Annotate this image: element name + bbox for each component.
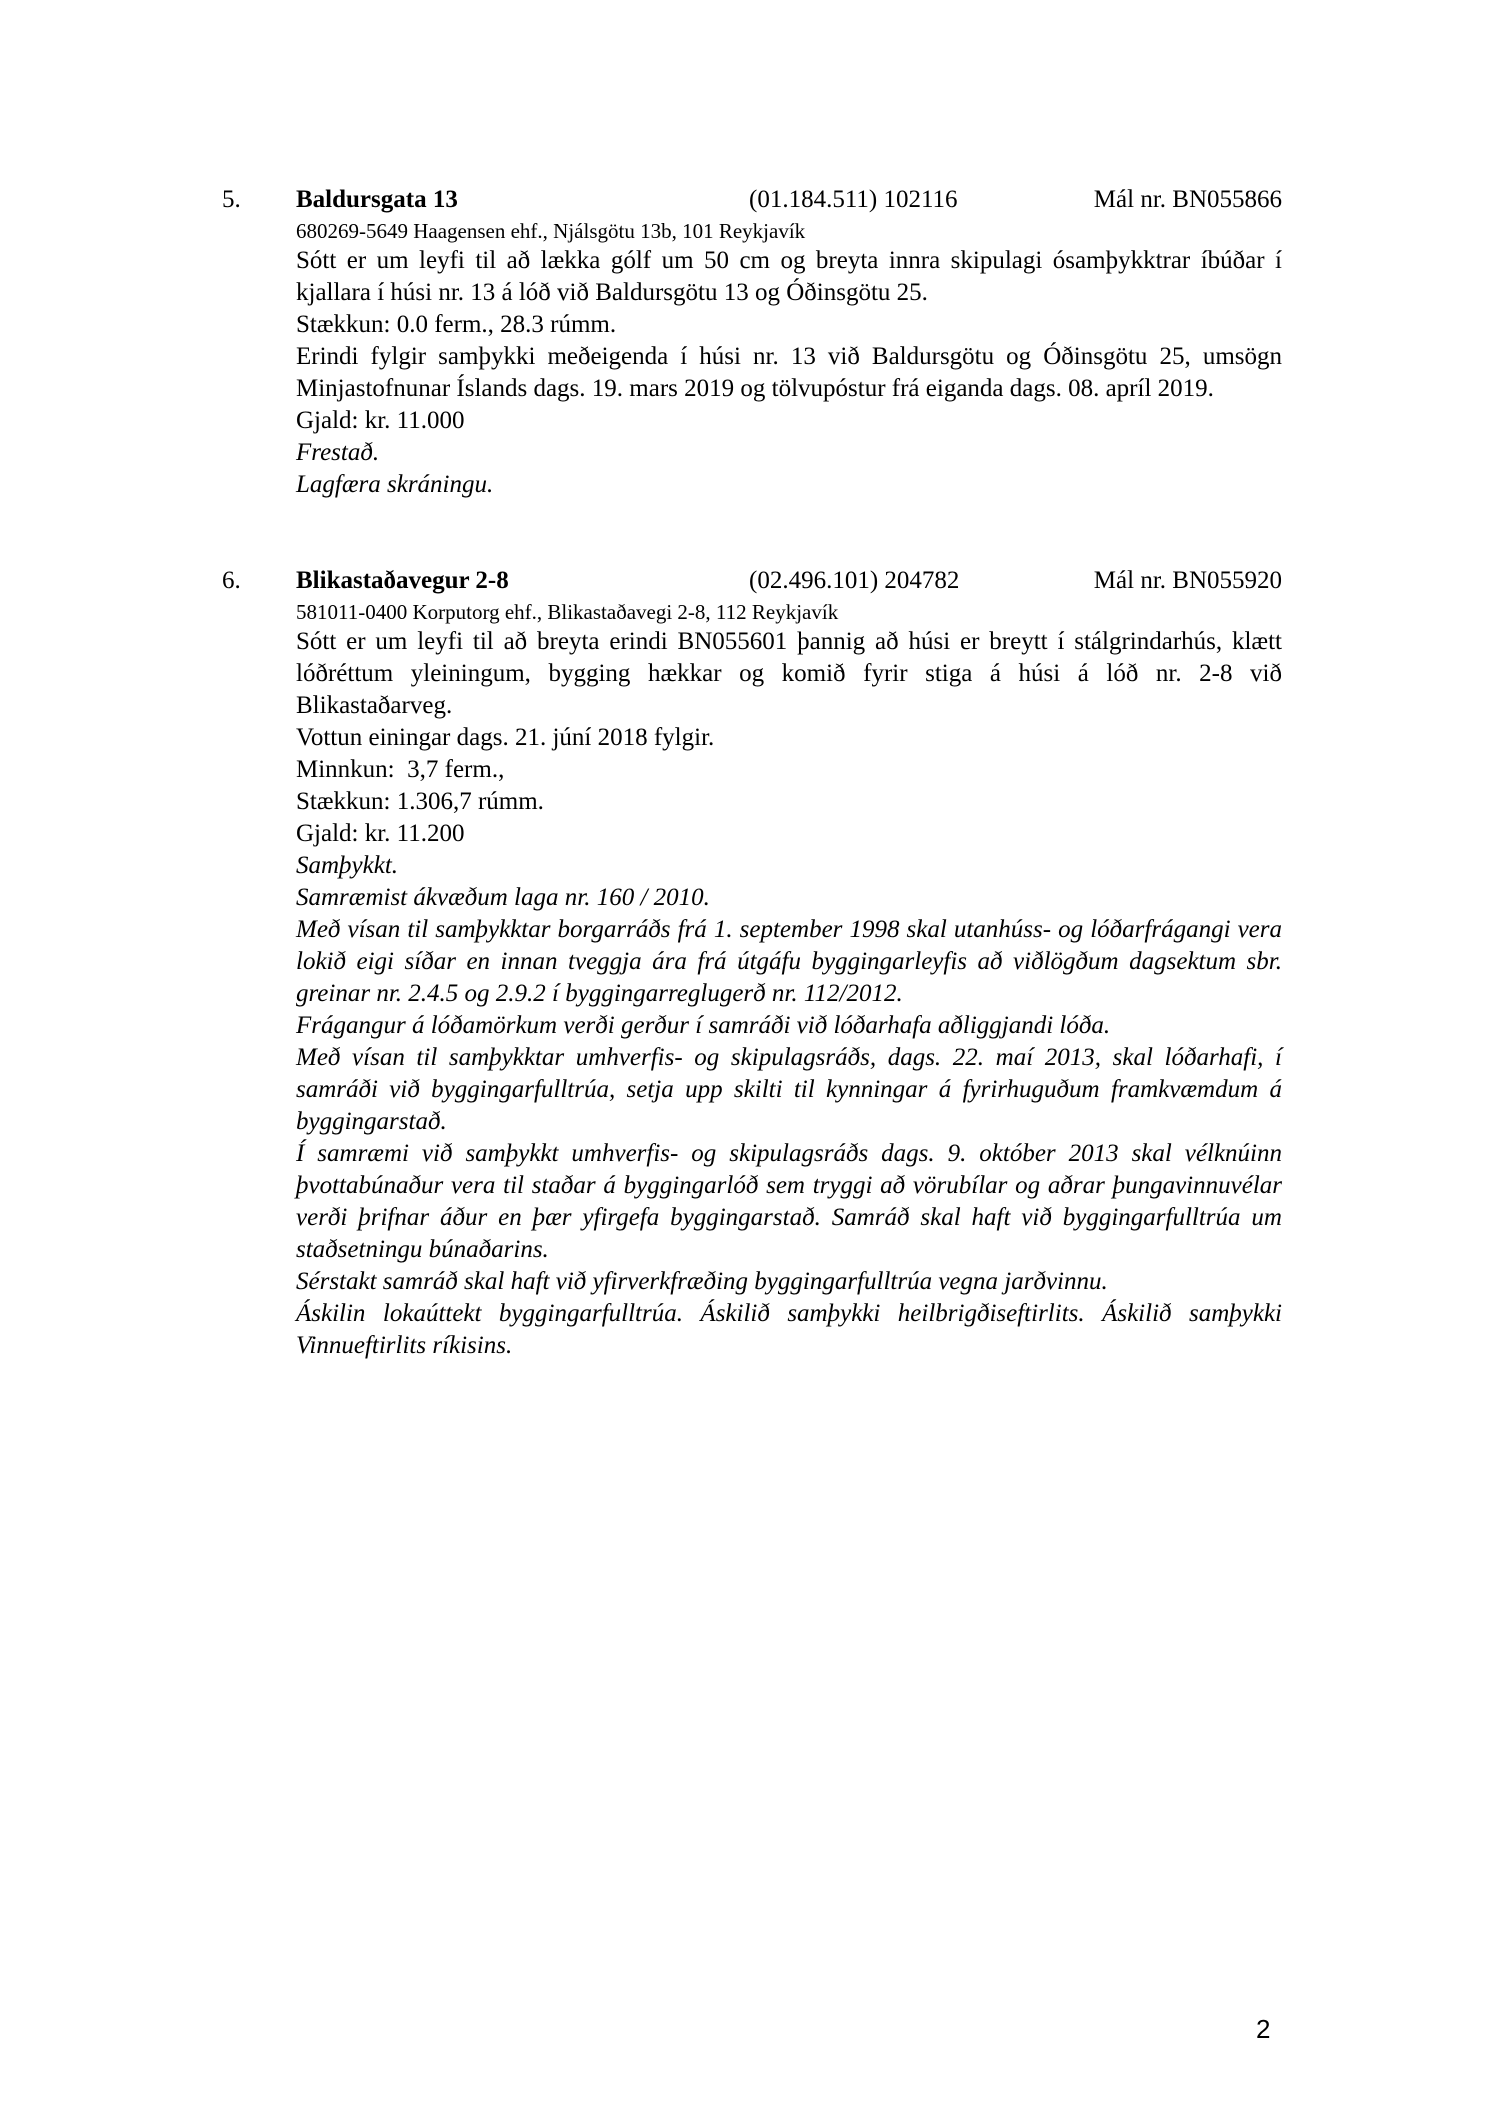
case-reference: (01.184.511) 102116 — [749, 186, 958, 213]
case-number: 5. — [222, 186, 241, 213]
case-fee: Gjald: kr. 11.200 — [296, 820, 465, 847]
case-description: Sótt er um leyfi til að lækka gólf um 50 cm og breyta innra skipulagi ósamþykktrar íbúðar í kjallara í húsi nr. 13 á lóð við Baldursgötu 13 og Óðinsgötu 25. — [296, 247, 1282, 306]
case-detail-line: Stækkun: 1.306,7 rúmm. — [296, 788, 544, 815]
case-id: Mál nr. BN055866 — [1093, 186, 1282, 213]
case-applicant: 680269-5649 Haagensen ehf., Njálsgötu 13b, 101 Reykjavík — [296, 219, 806, 243]
case-decision-line: Frestað. — [296, 439, 380, 466]
case-decision-line: Með vísan til samþykktar borgarráðs frá 1. september 1998 skal utanhúss- og lóðarfrágangi vera lokið eigi síðar en innan tveggja ára frá útgáfu byggingarleyfis að viðlögðum dagsektum sbr. greinar nr. 2.4.5 og 2.9.2 í byggingarreglugerð nr. 112/2012. — [296, 916, 1282, 1007]
case-decision-line: Í samræmi við samþykkt umhverfis- og skipulagsráðs dags. 9. október 2013 skal vélknúinn þvottabúnaður vera til staðar á byggingarlóð sem tryggi að vörubílar og aðrar þungavinnuvélar verði þrifnar áður en þær yfirgefa byggingarstað. Samráð skal haft við byggingarfulltrúa um staðsetningu búnaðarins. — [296, 1140, 1282, 1263]
case-decision-line: Samþykkt. — [296, 852, 399, 879]
case-header — [222, 564, 1282, 598]
case-reference: (02.496.101) 204782 — [749, 567, 960, 594]
case-decision-line: Frágangur á lóðamörkum verði gerður í samráði við lóðarhafa aðliggjandi lóða. — [296, 1012, 1111, 1039]
case-decision-line: Samræmist ákvæðum laga nr. 160 / 2010. — [296, 884, 710, 911]
case-fee: Gjald: kr. 11.000 — [296, 407, 465, 434]
case-header — [222, 183, 1282, 217]
case-number: 6. — [222, 567, 241, 594]
case-address: Baldursgata 13 — [296, 186, 458, 213]
case-note: Erindi fylgir samþykki meðeigenda í húsi nr. 13 við Baldursgötu og Óðinsgötu 25, umsögn Minjastofnunar Íslands dags. 19. mars 2019 og tölvupóstur frá eiganda dags. 08. apríl 2019. — [296, 343, 1282, 402]
case-detail-line: Stækkun: 0.0 ferm., 28.3 rúmm. — [296, 311, 617, 338]
case-detail-line: Minnkun: 3,7 ferm., — [296, 756, 505, 783]
case-item-5 — [222, 183, 1282, 501]
case-decision-line: Með vísan til samþykktar umhverfis- og skipulagsráðs, dags. 22. maí 2013, skal lóðarhafi, í samráði við byggingarfulltrúa, setja upp skilti til kynningar á fyrirhuguðum framkvæmdum á byggingarstað. — [296, 1044, 1282, 1135]
case-body — [296, 217, 1282, 501]
case-address: Blikastaðavegur 2-8 — [296, 567, 509, 594]
case-decision-line: Lagfæra skráningu. — [296, 471, 494, 498]
case-id: Mál nr. BN055920 — [1093, 567, 1282, 594]
case-description: Sótt er um leyfi til að breyta erindi BN055601 þannig að húsi er breytt í stálgrindarhús, klætt lóðréttum yleiningum, bygging hækkar og komið fyrir stiga á húsi á lóð nr. 2-8 við Blikastaðarveg. — [296, 628, 1282, 719]
page-number: 2 — [1256, 2014, 1271, 2044]
case-decision-line: Sérstakt samráð skal haft við yfirverkfræðing byggingarfulltrúa vegna jarðvinnu. — [296, 1268, 1108, 1295]
case-item-6 — [222, 564, 1282, 1362]
case-decision-line: Áskilin lokaúttekt byggingarfulltrúa. Áskilið samþykki heilbrigðiseftirlits. Áskilið samþykki Vinnueftirlits ríkisins. — [296, 1300, 1282, 1359]
case-applicant: 581011-0400 Korputorg ehf., Blikastaðavegi 2-8, 112 Reykjavík — [296, 600, 839, 624]
case-detail-line: Vottun einingar dags. 21. júní 2018 fylgir. — [296, 724, 715, 751]
case-body — [296, 598, 1282, 1362]
